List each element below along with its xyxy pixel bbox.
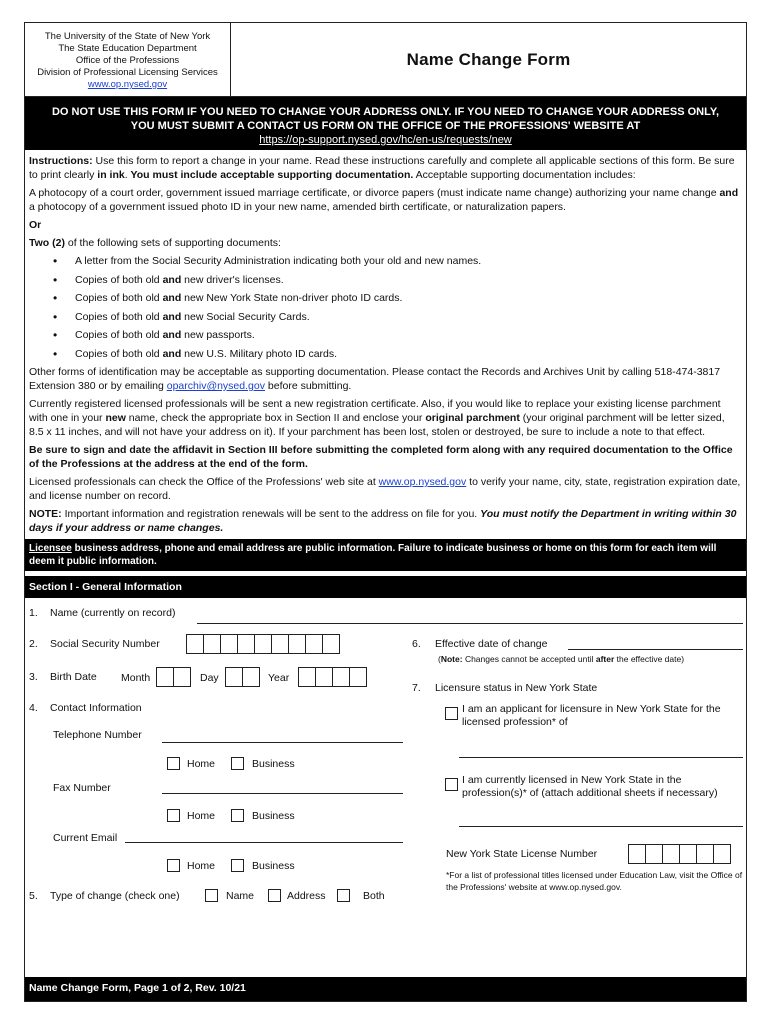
profession-footnote: *For a list of professional titles licensed under Education Law, visit the Office of the Professions' website at www.op.nysed.gov. — [446, 870, 743, 892]
text: new Social Security Cards. — [181, 310, 310, 323]
name-label: Name (currently on record) — [50, 607, 176, 619]
field-number: 4. — [29, 702, 38, 714]
field-number: 7. — [412, 682, 421, 694]
text: and — [719, 187, 739, 199]
text: Important information and registration renewals will be sent to the address on file for you. — [61, 508, 481, 520]
licensure-status-label: Licensure status in New York State — [435, 682, 598, 694]
text: after — [595, 654, 615, 664]
birth-day-input[interactable] — [225, 667, 259, 687]
licensed-profession-input[interactable] — [459, 826, 743, 827]
form-title: Name Change Form — [406, 49, 571, 69]
text: Copies of both old — [75, 329, 163, 341]
business-label: Business — [252, 810, 295, 822]
telephone-home-checkbox[interactable] — [167, 757, 180, 770]
month-label: Month — [121, 672, 151, 684]
header — [25, 23, 746, 97]
text: of the following sets of supporting documents: — [64, 237, 281, 249]
instructions-label: Instructions: — [29, 155, 93, 167]
text: before submitting. — [264, 380, 352, 392]
text: NOTE: — [29, 508, 62, 520]
business-label: Business — [252, 758, 295, 770]
text: name, check the appropriate box in Section II and enclose your — [125, 412, 426, 424]
applicant-option-label: I am an applicant for licensure in New York State for the licensed profession* of — [462, 703, 721, 728]
license-number-input[interactable] — [628, 844, 730, 864]
home-label: Home — [187, 860, 216, 872]
both-option-label: Both — [363, 890, 385, 902]
birth-year-input[interactable] — [298, 667, 366, 687]
text: new — [105, 412, 126, 424]
instructions-parchment — [29, 397, 742, 439]
change-name-checkbox[interactable] — [205, 889, 218, 902]
fax-input[interactable] — [162, 793, 403, 794]
text: Use this form to report a change in your name. Read these instructions carefully and complete all applicable sections of this form. Be sure to print clearly — [29, 155, 735, 181]
text: in ink — [97, 169, 125, 181]
field-number: 6. — [412, 638, 421, 650]
text: and — [162, 273, 182, 286]
home-label: Home — [187, 810, 216, 822]
instructions — [25, 150, 746, 535]
name-input[interactable] — [197, 623, 743, 624]
text: and — [162, 292, 182, 304]
instructions-verify — [29, 475, 742, 503]
telephone-business-checkbox[interactable] — [231, 757, 244, 770]
agency-line: The University of the State of New York — [44, 31, 211, 42]
text: Copies of both old — [75, 347, 163, 360]
name-option-label: Name — [226, 890, 255, 902]
effective-date-note — [438, 654, 684, 664]
text: to verify your name, city, state, registration expiration date, and license number on record. — [29, 476, 741, 502]
website-link[interactable]: www.op.nysed.gov — [378, 476, 467, 488]
address-warning-banner — [25, 97, 746, 150]
warning-line: DO NOT USE THIS FORM IF YOU NEED TO CHANGE YOUR ADDRESS ONLY. IF YOU NEED TO CHANGE YOUR ADDRESS ONLY, — [51, 106, 720, 118]
text: new New York State non-driver photo ID cards. — [181, 292, 403, 304]
list-item — [53, 271, 742, 290]
email-link[interactable]: oparchiv@nysed.gov — [166, 380, 265, 392]
text: Note: — [440, 654, 463, 664]
agency-line: The State Education Department — [58, 43, 197, 54]
birth-month-input[interactable] — [156, 667, 190, 687]
telephone-label: Telephone Number — [53, 729, 142, 741]
agency-line: Office of the Professions — [75, 55, 180, 66]
effective-date-input[interactable] — [568, 649, 743, 650]
applicant-checkbox[interactable] — [445, 707, 458, 720]
contact-info-label: Contact Information — [50, 702, 142, 714]
field-number: 1. — [29, 607, 38, 619]
agency-website-link[interactable]: www.op.nysed.gov — [87, 79, 168, 90]
ssn-input[interactable] — [186, 634, 339, 654]
currently-licensed-checkbox[interactable] — [445, 778, 458, 791]
text: a photocopy of a government issued photo ID in your new name, amended birth certificate, or naturalization papers. — [29, 201, 566, 213]
day-label: Day — [200, 672, 219, 684]
address-option-label: Address — [287, 890, 326, 902]
text: Licensed professionals can check the Office of the Professions' web site at — [29, 476, 379, 488]
text: Licensee — [29, 543, 72, 554]
fax-home-checkbox[interactable] — [167, 809, 180, 822]
section-1-header: Section I - General Information — [25, 576, 746, 598]
warning-line: YOU MUST SUBMIT A CONTACT US FORM ON THE OFFICE OF THE PROFESSIONS' WEBSITE AT — [130, 120, 641, 132]
contact-us-link[interactable]: https://op-support.nysed.gov/hc/en-us/requests/new — [259, 134, 512, 146]
form-page — [24, 22, 747, 1002]
text: Copies of both old — [75, 292, 163, 304]
list-item — [53, 326, 742, 345]
change-both-checkbox[interactable] — [337, 889, 350, 902]
telephone-input[interactable] — [162, 742, 403, 743]
email-business-checkbox[interactable] — [231, 859, 244, 872]
page-footer: Name Change Form, Page 1 of 2, Rev. 10/21 — [25, 977, 746, 1001]
email-label: Current Email — [53, 832, 118, 844]
home-label: Home — [187, 758, 216, 770]
text: A letter from the Social Security Administration indicating both your old and new names. — [75, 255, 482, 267]
applicant-profession-input[interactable] — [459, 757, 743, 758]
field-number: 2. — [29, 638, 38, 650]
agency-line: Division of Professional Licensing Services — [37, 67, 218, 78]
field-number: 3. — [29, 671, 38, 683]
license-number-label: New York State License Number — [446, 848, 598, 860]
text: original parchment — [425, 412, 520, 424]
text: and — [162, 347, 182, 360]
affidavit-reminder: Be sure to sign and date the affidavit in Section III before submitting the completed form along with any required documentation to the Office of the Professions at the address at the end of the form. — [29, 444, 733, 470]
text: Other forms of identification may be acceptable as supporting documentation. Please contact the Records and Archives Unit by calling 518-474-3817 Extension 380 or by emailing — [29, 366, 721, 392]
business-label: Business — [252, 860, 295, 872]
birth-date-label: Birth Date — [50, 671, 97, 683]
instructions-photocopy — [29, 186, 742, 214]
change-address-checkbox[interactable] — [268, 889, 281, 902]
ssn-label: Social Security Number — [50, 638, 160, 650]
text: new driver's licenses. — [181, 273, 284, 286]
text: Copies of both old — [75, 273, 163, 286]
text: You must notify the Department in writing within 30 days if your address or name changes. — [29, 508, 737, 534]
effective-date-label: Effective date of change — [435, 638, 548, 650]
text: Copies of both old — [75, 310, 163, 323]
text: . — [124, 169, 131, 181]
document-list — [53, 252, 742, 363]
text: and — [162, 310, 182, 323]
field-number: 5. — [29, 890, 38, 902]
text: Two (2) — [29, 237, 65, 249]
section-1-form — [25, 598, 746, 916]
text: Changes cannot be accepted until — [462, 654, 596, 664]
text: Currently registered licensed professionals will be sent a new registration certificate. Also, if you would like to replace your existing license parchment with one in your — [29, 398, 721, 424]
agency-block — [25, 23, 231, 96]
text: ( — [438, 654, 441, 664]
list-item — [53, 289, 742, 308]
or-label: Or — [29, 219, 42, 231]
fax-business-checkbox[interactable] — [231, 809, 244, 822]
email-home-checkbox[interactable] — [167, 859, 180, 872]
instructions-two-sets — [29, 236, 742, 250]
year-label: Year — [268, 672, 290, 684]
text: new passports. — [181, 329, 255, 341]
list-item — [53, 252, 742, 271]
list-item — [53, 308, 742, 327]
text: business address, phone and email address are public information. Failure to indicate business or home on this form for each item will deem it public information. — [29, 543, 717, 567]
email-input[interactable] — [125, 842, 403, 843]
list-item — [53, 345, 742, 364]
instructions-note — [29, 507, 742, 535]
text: new U.S. Military photo ID cards. — [181, 347, 338, 360]
text: Acceptable supporting documentation includes: — [413, 169, 636, 181]
change-type-label: Type of change (check one) — [50, 890, 180, 902]
public-info-bar — [25, 539, 746, 571]
text: the effective date) — [614, 654, 685, 664]
text: You must include acceptable supporting documentation. — [130, 169, 414, 181]
fax-label: Fax Number — [53, 782, 111, 794]
instructions-other-id — [29, 365, 742, 393]
text: (your original parchment will be letter sized, 8.5 x 11 inches, and will not have your address on it). If your parchment has been lost, stolen or destroyed, be sure to include a note to that effect. — [29, 412, 725, 438]
licensed-option-label: I am currently licensed in New York State in the profession(s)* of (attach additional sheets if necessary) — [462, 774, 718, 799]
text: and — [162, 329, 182, 341]
instructions-intro — [29, 154, 742, 182]
text: A photocopy of a court order, government issued marriage certificate, or divorce papers (must indicate name change) authorizing your name change — [29, 187, 720, 199]
